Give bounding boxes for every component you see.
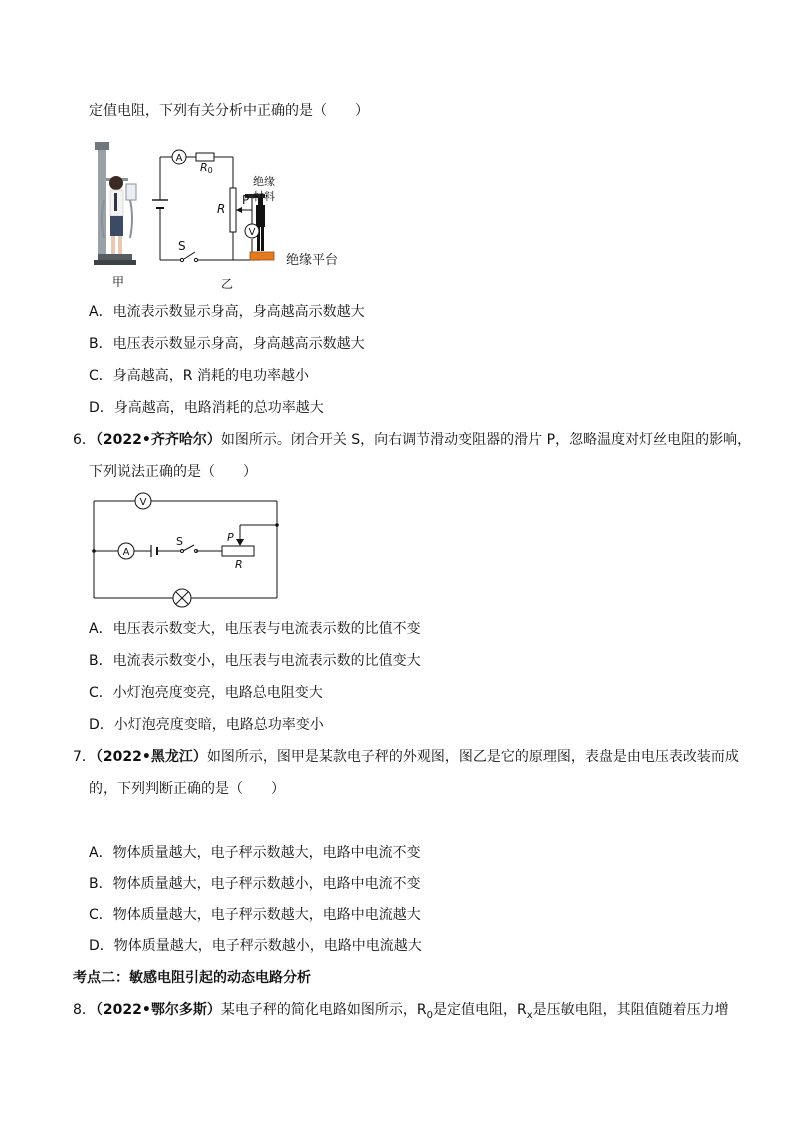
label-jia: 甲 <box>112 275 125 289</box>
s-label: S <box>178 239 186 253</box>
q8-sub-0: 0 <box>426 1009 433 1021</box>
q6-text-1: 如图所示。闭合开关 S，向右调节滑动变阻器的滑片 P，忽略温度对灯丝电阻的影响， <box>220 432 752 448</box>
q8-number: 8． <box>73 1002 96 1018</box>
q5-figure <box>90 138 370 297</box>
q7-option-b: B．物体质量越大，电子秤示数越小，电路中电流不变 <box>89 876 421 892</box>
q6-option-d: D．小灯泡亮度变暗，电路总功率变小 <box>89 717 324 733</box>
person-figure <box>256 198 265 251</box>
r-label: R <box>217 202 226 216</box>
q6-figure <box>88 487 288 616</box>
q8-text-c: 是压敏电阻，其阻值随着压力增 <box>532 1002 729 1018</box>
q5-option-d: D．身高越高，电路消耗的总功率越大 <box>89 400 324 416</box>
s-label: S <box>176 535 183 548</box>
q6-line2: 下列说法正确的是（ ） <box>89 464 257 480</box>
voltmeter-label: V <box>139 497 147 508</box>
q6-option-a: A．电压表示数变大，电压表与电流表示数的比值不变 <box>89 621 421 637</box>
switch-contact-a <box>181 550 184 553</box>
q8-sub-x: x <box>526 1009 533 1021</box>
p-label: P <box>242 193 250 207</box>
q5-intro-tail: 定值电阻，下列有关分析中正确的是（ ） <box>89 103 369 119</box>
q7-option-d: D．物体质量越大，电子秤示数越小，电路中电流越大 <box>89 938 422 954</box>
label-yi: 乙 <box>221 277 234 291</box>
voltmeter-label: V <box>248 227 256 238</box>
q8-text-b: 是定值电阻，R <box>432 1002 527 1018</box>
q6-source: （2022•齐齐哈尔） <box>95 432 221 448</box>
insulation-label-2: 材料 <box>253 190 275 203</box>
insulating-platform <box>250 252 274 260</box>
ammeter-label: A <box>175 153 183 164</box>
q6-option-b: B．电流表示数变小，电压表与电流表示数的比值变大 <box>89 653 421 669</box>
q8-line1 <box>73 1000 729 1026</box>
section-title: 考点二：敏感电阻引起的动态电路分析 <box>73 970 311 986</box>
height-scale-photo <box>94 142 136 265</box>
junction-dot <box>275 523 279 527</box>
q5-option-c: C．身高越高，R 消耗的电功率越小 <box>89 368 309 384</box>
q7-number: 7． <box>73 749 96 765</box>
q8-source: （2022•鄂尔多斯） <box>95 1002 221 1018</box>
q7-option-c: C．物体质量越大，电子秤示数越大，电路中电流越大 <box>89 907 421 923</box>
r0-label: R0 <box>200 161 213 175</box>
junction-dot <box>92 549 96 553</box>
q5-option-a: A．电流表示数显示身高，身高越高示数越大 <box>89 304 365 320</box>
q7-line1 <box>73 747 739 767</box>
switch-contact-a <box>180 258 183 261</box>
r-label: R <box>235 558 243 571</box>
q6-number: 6． <box>73 432 96 448</box>
p-label: P <box>227 531 234 544</box>
insulation-label-1: 绝缘 <box>253 175 275 188</box>
platform-label: 绝缘平台 <box>286 253 339 268</box>
q7-line2: 的，下列判断正确的是（ ） <box>89 781 285 797</box>
slider-arrow <box>236 207 242 213</box>
q6-option-c: C．小灯泡亮度变亮，电路总电阻变大 <box>89 685 323 701</box>
q7-text-1: 如图所示，图甲是某款电子秤的外观图，图乙是它的原理图，表盘是由电压表改装而成 <box>206 749 739 765</box>
switch-contact-b <box>194 258 197 261</box>
q7-option-a: A．物体质量越大，电子秤示数越大，电路中电流不变 <box>89 845 421 861</box>
q8-text-a: 某电子秤的简化电路如图所示，R <box>220 1002 427 1018</box>
q6-line1 <box>73 430 751 450</box>
ammeter-label: A <box>122 547 130 558</box>
slider-arrow <box>236 539 244 546</box>
q5-option-b: B．电压表示数显示身高，身高越高示数越大 <box>89 336 365 352</box>
q7-source: （2022•黑龙江） <box>95 749 207 765</box>
